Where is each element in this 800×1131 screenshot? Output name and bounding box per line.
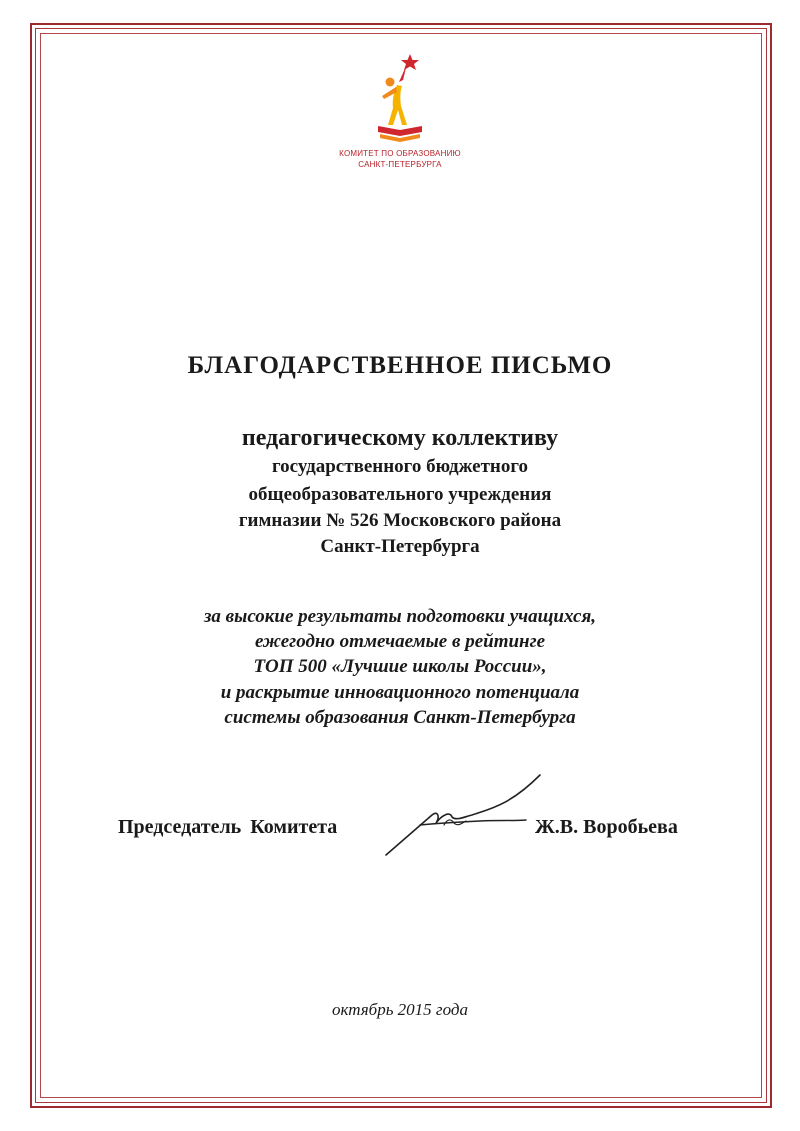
document-date: октябрь 2015 года — [332, 1000, 468, 1019]
handwritten-signature — [380, 765, 560, 865]
recipient-line: государственного бюджетного — [271, 456, 529, 477]
committee-logo — [360, 52, 440, 152]
reason-line: ежегодно отмечаемые в рейтинге — [254, 631, 546, 652]
recipient-line: гимназии № 526 Московского района — [238, 510, 562, 531]
recipient-main: педагогическому коллективу — [241, 425, 559, 451]
border-frame-outer — [30, 23, 772, 1108]
reason-line: системы образования Санкт-Петербурга — [224, 707, 576, 728]
recipient-line: общеобразовательного учреждения — [248, 484, 552, 505]
logo-caption-line2: САНКТ-ПЕТЕРБУРГА — [358, 160, 442, 169]
signer-name: Ж.В. Воробьева — [535, 816, 678, 838]
recipient-line: Санкт-Петербурга — [320, 536, 480, 557]
border-frame-middle — [35, 28, 767, 1103]
border-frame-inner — [40, 33, 762, 1098]
signer-role: Председатель Комитета — [118, 816, 338, 838]
document-title: БЛАГОДАРСТВЕННОЕ ПИСЬМО — [187, 352, 613, 379]
reason-line: за высокие результаты подготовки учащихся, — [203, 606, 596, 627]
reason-line: и раскрытие инновационного потенциала — [220, 682, 580, 703]
reason-line: ТОП 500 «Лучшие школы России», — [253, 656, 547, 677]
logo-caption-line1: КОМИТЕТ ПО ОБРАЗОВАНИЮ — [339, 149, 461, 158]
